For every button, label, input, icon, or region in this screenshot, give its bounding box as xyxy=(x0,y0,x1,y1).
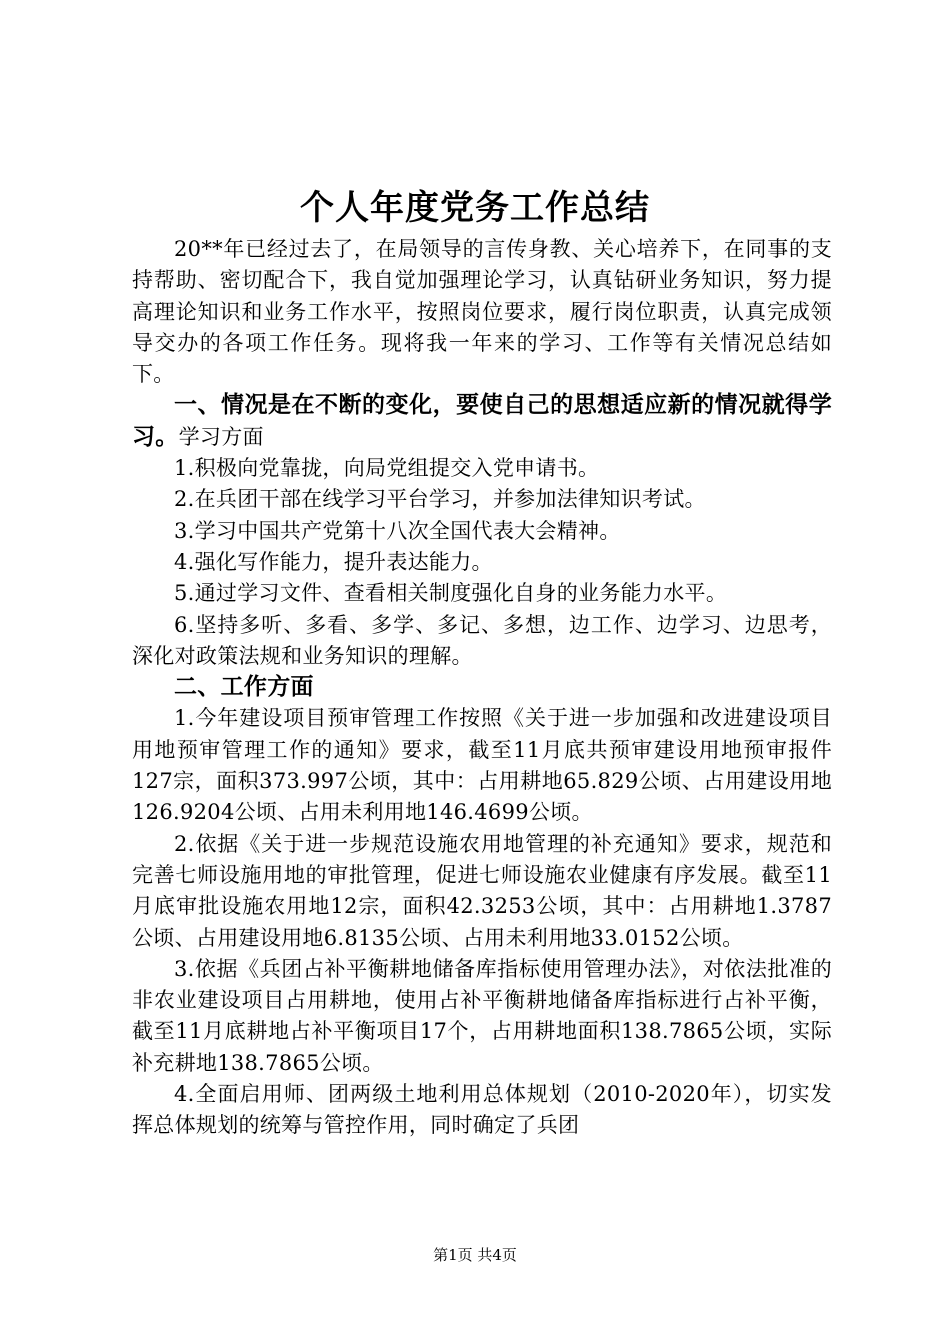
section-1-item: 3.学习中国共产党第十八次全国代表大会精神。 xyxy=(174,518,621,543)
section-2-item: 4.全面启用师、团两级土地利用总体规划（2010-2020年），切实发挥总体规划的统筹与管控作用，同时确定了兵团 xyxy=(132,1082,832,1138)
section-2-heading-text: 二、工作方面 xyxy=(174,674,314,701)
section-1-heading-text: 一、情况是在不断的变化，要使自己的思想适应新的情况就得学习。 xyxy=(132,392,832,450)
intro-paragraph: 20**年已经过去了，在局领导的言传身教、关心培养下，在同事的支持帮助、密切配合下，我自觉加强理论学习，认真钻研业务知识，努力提高理论知识和业务工作水平，按照岗位要求，履行岗位职责，认真完成领导交办的各项工作任务。现将我一年来的学习、工作等有关情况总结如下。 xyxy=(132,237,832,387)
section-2-item: 2.依据《关于进一步规范设施农用地管理的补充通知》要求，规范和完善七师设施用地的审批管理，促进七师设施农业健康有序发展。截至11月底审批设施农用地12宗，面积42.3253公顷，其中：占用耕地1.3787公顷、占用建设用地6.8135公顷、占用未利用地33.0152公顷。 xyxy=(132,831,832,950)
section-1-item: 6.坚持多听、多看、多学、多记、多想，边工作、边学习、边思考，深化对政策法规和业务知识的理解。 xyxy=(132,612,832,668)
page-number-footer: 第1页 共4页 xyxy=(433,1246,517,1264)
section-1-item: 5.通过学习文件、查看相关制度强化自身的业务能力水平。 xyxy=(174,581,728,606)
section-2-item: 1.今年建设项目预审管理工作按照《关于进一步加强和改进建设项目用地预审管理工作的通知》要求，截至11月底共预审建设用地预审报件127宗，面积373.997公顷，其中：占用耕地65.829公顷、占用建设用地126.9204公顷、占用未利用地146.4699公顷。 xyxy=(132,706,832,825)
section-2-item: 3.依据《兵团占补平衡耕地储备库指标使用管理办法》，对依法批准的非农业建设项目占用耕地，使用占补平衡耕地储备库指标进行占补平衡，截至11月底耕地占补平衡项目17个，占用耕地面积138.7865公顷，实际补充耕地138.7865公顷。 xyxy=(132,956,832,1075)
section-1-heading-tail: 学习方面 xyxy=(178,424,264,449)
page-title: 个人年度党务工作总结 xyxy=(300,188,650,228)
section-1-heading xyxy=(132,390,832,453)
section-2-heading xyxy=(132,672,832,703)
section-1-item: 1.积极向党靠拢，向局党组提交入党申请书。 xyxy=(174,456,600,481)
section-1-item: 2.在兵团干部在线学习平台学习，并参加法律知识考试。 xyxy=(174,487,706,512)
document-body xyxy=(132,234,832,1142)
section-1-item: 4.强化写作能力，提升表达能力。 xyxy=(174,549,493,574)
